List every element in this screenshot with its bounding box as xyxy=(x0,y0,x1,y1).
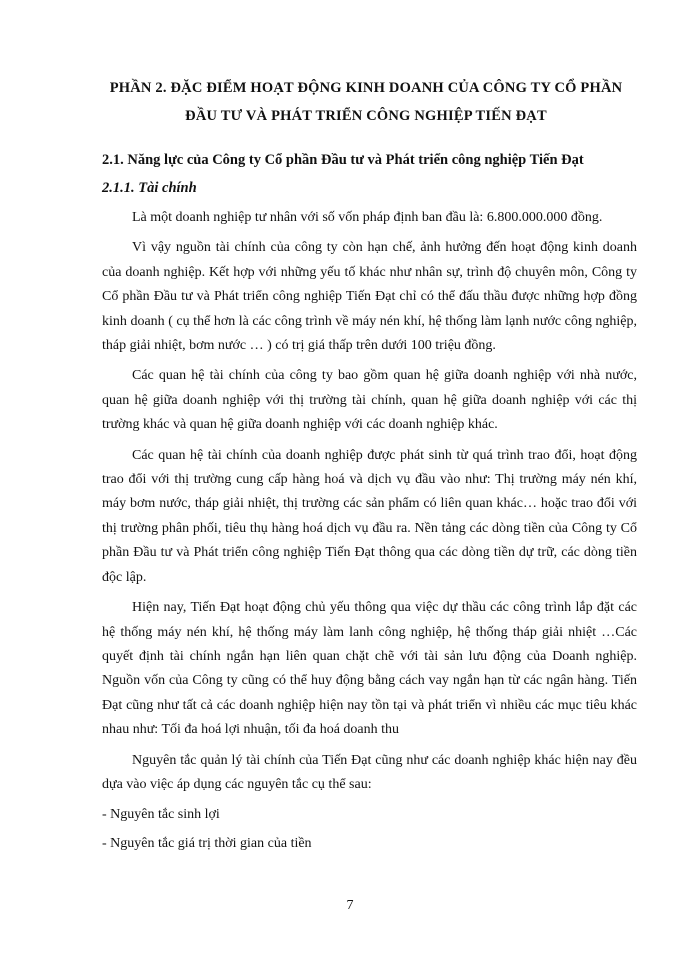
paragraph-5: Hiện nay, Tiến Đạt hoạt động chủ yếu thông qua việc dự thầu các công trình lắp đặt các hệ thống máy nén khí, hệ thống máy làm lanh công nghiệp, hệ thống tháp giải nhiệt …Các quyết định tài chính ngắn hạn liên quan chặt chẽ với tài sản lưu động của Doanh nghiệp. Nguồn vốn của Công ty cũng có thể huy động bằng cách vay ngắn hạn từ các ngân hàng. Tiến Đạt cũng như tất cả các doanh nghiệp hiện nay tồn tại và phát triển vì nhiều các mục tiêu khác nhau như: Tối đa hoá lợi nhuận, tối đa hoá doanh thu xyxy=(102,600,637,738)
paragraph-2: Vì vậy nguồn tài chính của công ty còn hạn chế, ảnh hưởng đến hoạt động kinh doanh của doanh nghiệp. Kết hợp với những yếu tố khác như nhân sự, trình độ chuyên môn, Công ty Cổ phần Đầu tư và Phát triển công nghiệp Tiến Đạt chỉ có thể đấu thầu được những hợp đồng kinh doanh ( cụ thể hơn là các công trình về máy nén khí, hệ thống làm lạnh nước công nghiệp, tháp giải nhiệt, bơm nước … ) có trị giá thấp trên dưới 100 triệu đồng. xyxy=(102,240,637,354)
document-title-line-2: ĐẦU TƯ VÀ PHÁT TRIỂN CÔNG NGHIỆP TIẾN ĐẠT xyxy=(185,108,547,124)
paragraph-1: Là một doanh nghiệp tư nhân với số vốn pháp định ban đầu là: 6.800.000.000 đồng. xyxy=(132,210,603,225)
list-item: - Nguyên tắc giá trị thời gian của tiền xyxy=(102,835,312,851)
subsection-heading: 2.1.1. Tài chính xyxy=(102,180,197,196)
paragraph-4: Các quan hệ tài chính của doanh nghiệp được phát sinh từ quá trình trao đổi, hoạt động trao đổi với thị trường cung cấp hàng hoá và dịch vụ đầu vào như: Thị trường máy nén khí, máy bơm nước, tháp giải nhiệt, thị trường các sản phẩm có liên quan khác… hoặc trao đổi với thị trường phân phối, tiêu thụ hàng hoá dịch vụ đầu ra. Nền tảng các dòng tiền của Công ty Cổ phần Đầu tư và Phát triển công nghiệp Tiến Đạt thông qua các dòng tiền dự trữ, các dòng tiền độc lập. xyxy=(102,447,637,585)
document-title-line-1: PHẦN 2. ĐẶC ĐIỂM HOẠT ĐỘNG KINH DOANH CỦA CÔNG TY CỔ PHẦN xyxy=(109,80,623,96)
paragraph-3: Các quan hệ tài chính của công ty bao gồm quan hệ giữa doanh nghiệp với nhà nước, quan hệ giữa doanh nghiệp với thị trường tài chính, quan hệ giữa doanh nghiệp với các thị trường khác và quan hệ giữa doanh nghiệp với các doanh nghiệp khác. xyxy=(102,368,637,433)
list-item: - Nguyên tắc sinh lợi xyxy=(102,807,220,823)
page-number: 7 xyxy=(346,898,354,913)
paragraph-6: Nguyên tắc quản lý tài chính của Tiến Đạt cũng như các doanh nghiệp khác hiện nay đều dựa vào việc áp dụng các nguyên tắc cụ thể sau: xyxy=(102,752,637,792)
body-text xyxy=(102,206,637,860)
section-heading: 2.1. Năng lực của Công ty Cổ phần Đầu tư và Phát triển công nghiệp Tiến Đạt xyxy=(102,152,584,168)
